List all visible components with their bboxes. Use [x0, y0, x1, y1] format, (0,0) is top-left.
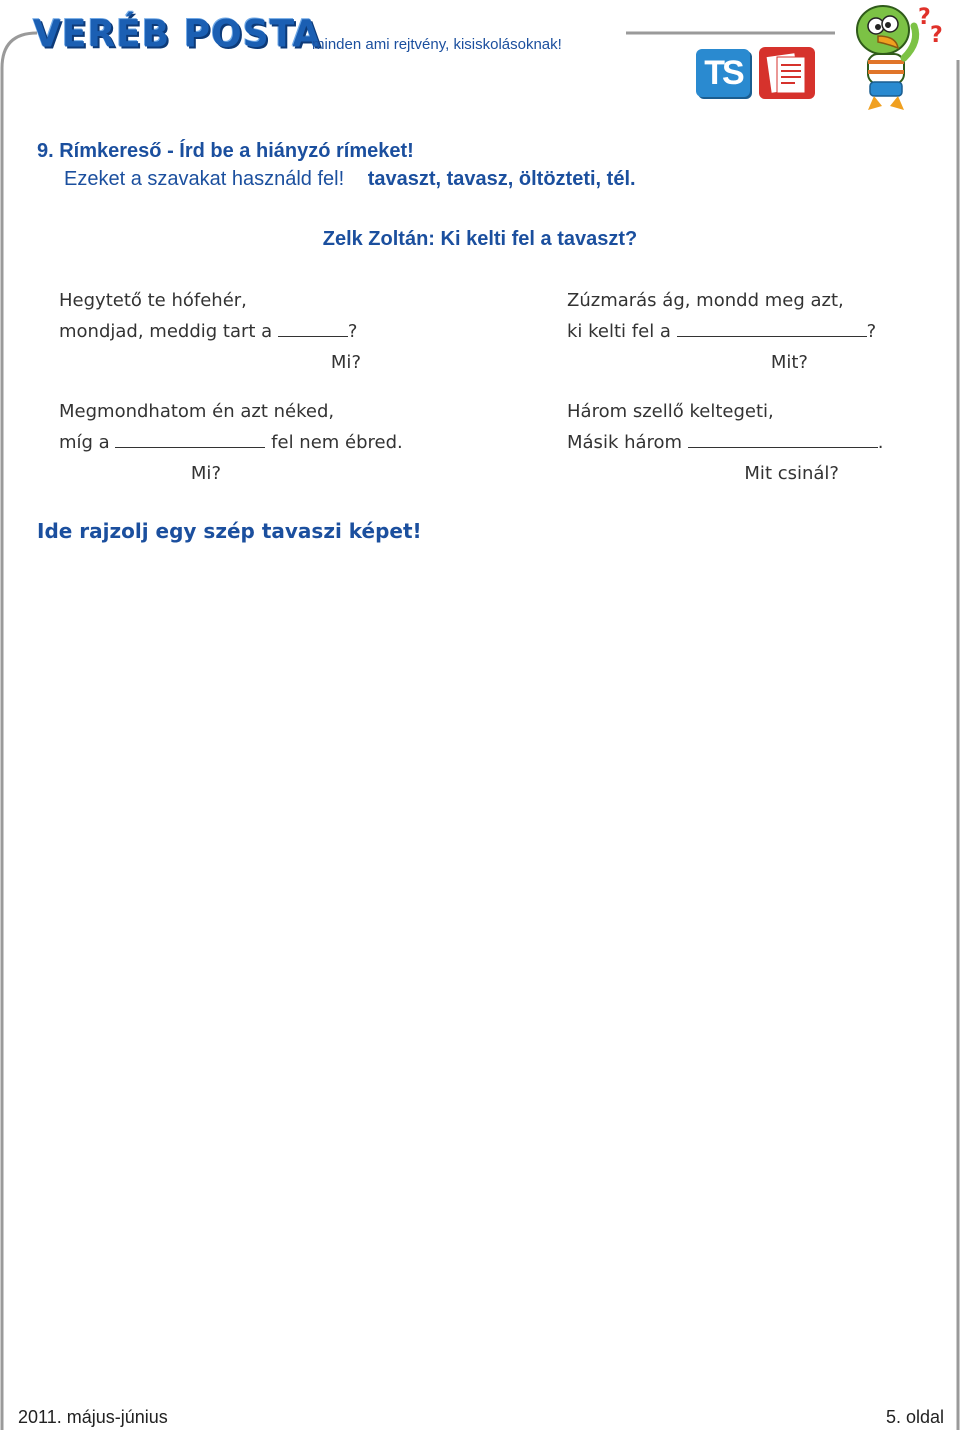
stanza-1: [59, 290, 361, 380]
drawing-prompt: Ide rajzolj egy szép tavaszi képet!: [37, 519, 422, 543]
line-text: mondjad, meddig tart a: [59, 321, 278, 342]
stanza-question: Mi?: [190, 463, 221, 484]
stanza-4: [567, 401, 884, 491]
stanza-line: Hegytető te hófehér,: [59, 290, 247, 311]
stanza-line: Megmondhatom én azt néked,: [59, 401, 335, 422]
line-text: ?: [347, 321, 358, 342]
header-tagline: minden ami rejtvény, kisiskolásoknak!: [312, 36, 562, 53]
exercise-instruction: [64, 168, 636, 191]
stanza-2: [567, 290, 877, 380]
stanza-line: Zúzmarás ág, mondd meg azt,: [567, 290, 844, 311]
footer-issue: 2011. május-június: [18, 1407, 168, 1427]
line-text: fel nem ébred.: [265, 432, 403, 453]
line-text: míg a: [59, 432, 116, 453]
ts-logo: TS: [696, 49, 750, 97]
stanza-line-with-blank: [567, 321, 877, 352]
poem-title: Zelk Zoltán: Ki kelti fel a tavaszt?: [322, 228, 638, 250]
line-text: .: [877, 432, 884, 453]
line-text: Másik három: [567, 432, 688, 453]
stanza-line-with-blank: [567, 432, 884, 463]
stanza-line-with-blank: [59, 432, 403, 463]
stanza-question: Mit csinál?: [744, 463, 839, 484]
answer-blank[interactable]: [677, 322, 867, 337]
answer-blank[interactable]: [688, 433, 878, 448]
stanza-3: [59, 401, 403, 491]
stanza-question: Mit?: [770, 352, 808, 373]
line-text: ki kelti fel a: [567, 321, 677, 342]
exercise-title: 9. Rímkereső - Írd be a hiányzó rímeket!: [37, 140, 414, 162]
answer-blank[interactable]: [115, 433, 265, 448]
parrot-mascot-icon: [838, 2, 950, 114]
word-list: tavaszt, tavasz, öltözteti, tél.: [367, 168, 636, 190]
instruction-text: Ezeket a szavakat használd fel!: [64, 168, 345, 190]
line-text: ?: [866, 321, 877, 342]
drawing-area[interactable]: [37, 560, 923, 1380]
stanza-line-with-blank: [59, 321, 361, 352]
footer-page-number: 5. oldal: [885, 1407, 944, 1427]
stanza-question: Mi?: [330, 352, 361, 373]
document-icon: [759, 47, 815, 99]
stanza-line: Három szellő keltegeti,: [567, 401, 774, 422]
logo-verb-posta: VERÉB POSTA: [33, 12, 322, 57]
svg-text:?: ?: [930, 23, 943, 48]
svg-text:?: ?: [918, 5, 931, 30]
answer-blank[interactable]: [278, 322, 348, 337]
